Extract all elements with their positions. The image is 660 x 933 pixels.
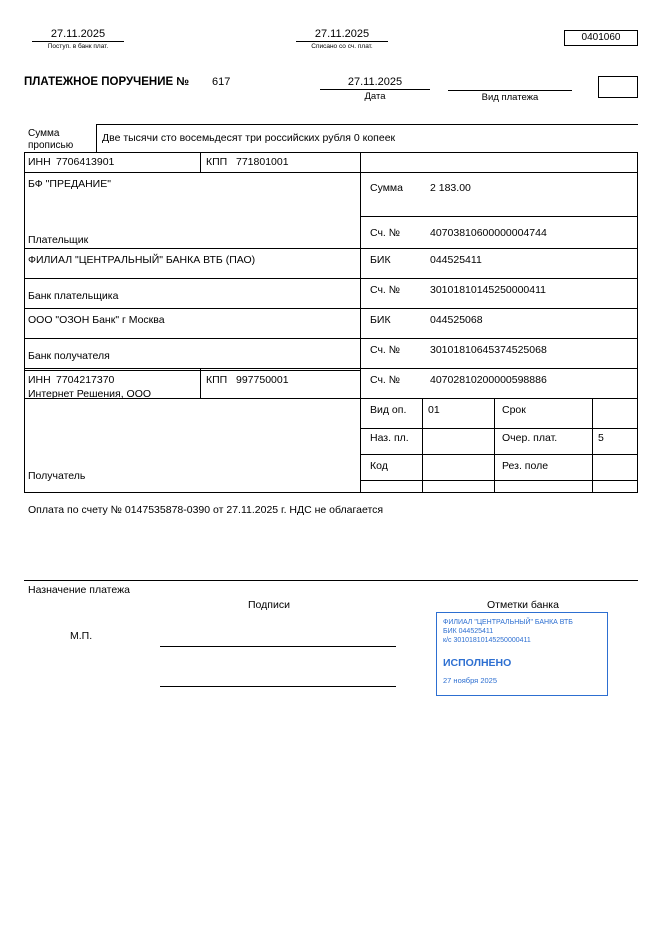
payer-account-value: 40703810600000004744 [430,227,547,239]
payment-purpose-caption: Назначение платежа [28,584,130,596]
payer-kpp-label: КПП [206,156,228,168]
document-date-value: 27.11.2025 [347,76,403,88]
op-kind-label: Вид оп. [370,404,407,416]
payment-purpose-text: Оплата по счету № 0147535878-0390 от 27.11.2025 г. НДС не облагается [28,504,384,516]
reserve-label: Рез. поле [502,460,549,472]
payment-kind-box [598,76,638,98]
payee-bank-bik-value: 044525068 [430,314,483,326]
payer-inn-label: ИНН [28,156,51,168]
amount-words-label-2: прописью [28,140,74,151]
payee-account-value: 40702810200000598886 [430,374,547,386]
payer-name: БФ "ПРЕДАНИЕ" [28,178,111,190]
date-written-off-field [296,28,388,50]
document-date-field [320,76,430,102]
payee-caption: Получатель [28,470,86,482]
payer-kpp-value: 771801001 [236,156,289,168]
payee-kpp-value: 997750001 [236,374,289,386]
payment-kind-value [448,76,572,90]
form-code-box: 0401060 [564,30,638,46]
signature-line-2 [160,686,396,687]
payer-bank-account-value: 30101810145250000411 [430,284,547,296]
document-number: 617 [212,76,231,88]
payee-bank-caption: Банк получателя [28,350,110,362]
bank-marks-label: Отметки банка [487,599,559,611]
payer-account-label: Сч. № [370,227,401,239]
op-kind-value: 01 [428,404,440,416]
stamp-bik: БИК 044525411 [443,628,494,635]
date-in-bank-field [32,28,124,50]
payer-bank-account-label: Сч. № [370,284,401,296]
amount-words-value: Две тысячи сто восемьдесят три российских рубля 0 копеек [102,132,396,144]
payer-bank-caption: Банк плательщика [28,290,119,302]
payment-kind-field [448,76,572,103]
payer-bank-name: ФИЛИАЛ "ЦЕНТРАЛЬНЫЙ" БАНКА ВТБ (ПАО) [28,254,256,266]
payee-bank-name: ООО "ОЗОН Банк" г Москва [28,314,165,326]
payee-inn-value: 7704217370 [56,374,115,386]
payee-bank-bik-label: БИК [370,314,391,326]
priority-value: 5 [598,432,604,444]
document-date-caption: Дата [320,89,430,102]
stamp-date: 27 ноября 2025 [443,676,498,685]
amount-words-label-1: Сумма [28,128,60,139]
payee-bank-account-value: 30101810645374525068 [430,344,547,356]
stamp-bank-name: ФИЛИАЛ "ЦЕНТРАЛЬНЫЙ" БАНКА ВТБ [443,619,573,626]
code-label: Код [370,460,388,472]
payee-name: Интернет Решения, ООО [28,388,152,400]
payer-bank-bik-value: 044525411 [430,254,482,266]
page-title: ПЛАТЕЖНОЕ ПОРУЧЕНИЕ № [24,76,190,88]
term-label: Срок [502,404,526,416]
amount-label: Сумма [370,182,403,194]
payer-bank-bik-label: БИК [370,254,391,266]
signatures-label: Подписи [248,599,290,611]
date-written-off-caption: Списано со сч. плат. [296,41,388,50]
payment-purpose-rule [24,580,638,581]
mp-label: М.П. [70,630,93,642]
document-title-row [24,76,638,102]
payee-kpp-label: КПП [206,374,228,386]
payee-inn-label: ИНН [28,374,51,386]
purpose-code-label: Наз. пл. [370,432,409,444]
date-in-bank-caption: Поступ. в банк плат. [32,41,124,50]
signature-line-1 [160,646,396,647]
payment-kind-caption: Вид платежа [448,90,572,103]
bank-execution-stamp [436,612,608,696]
payer-caption: Плательщик [28,234,89,246]
date-written-off-value: 27.11.2025 [314,28,370,40]
payee-account-label: Сч. № [370,374,401,386]
document-header [24,28,638,58]
amount-value: 2 183.00 [430,182,471,194]
stamp-status: ИСПОЛНЕНО [443,657,512,669]
payer-inn-value: 7706413901 [56,156,115,168]
payee-bank-account-label: Сч. № [370,344,401,356]
priority-label: Очер. плат. [502,432,558,444]
date-in-bank-value: 27.11.2025 [50,28,106,40]
stamp-corr-account: к/с 30101810145250000411 [443,637,531,644]
